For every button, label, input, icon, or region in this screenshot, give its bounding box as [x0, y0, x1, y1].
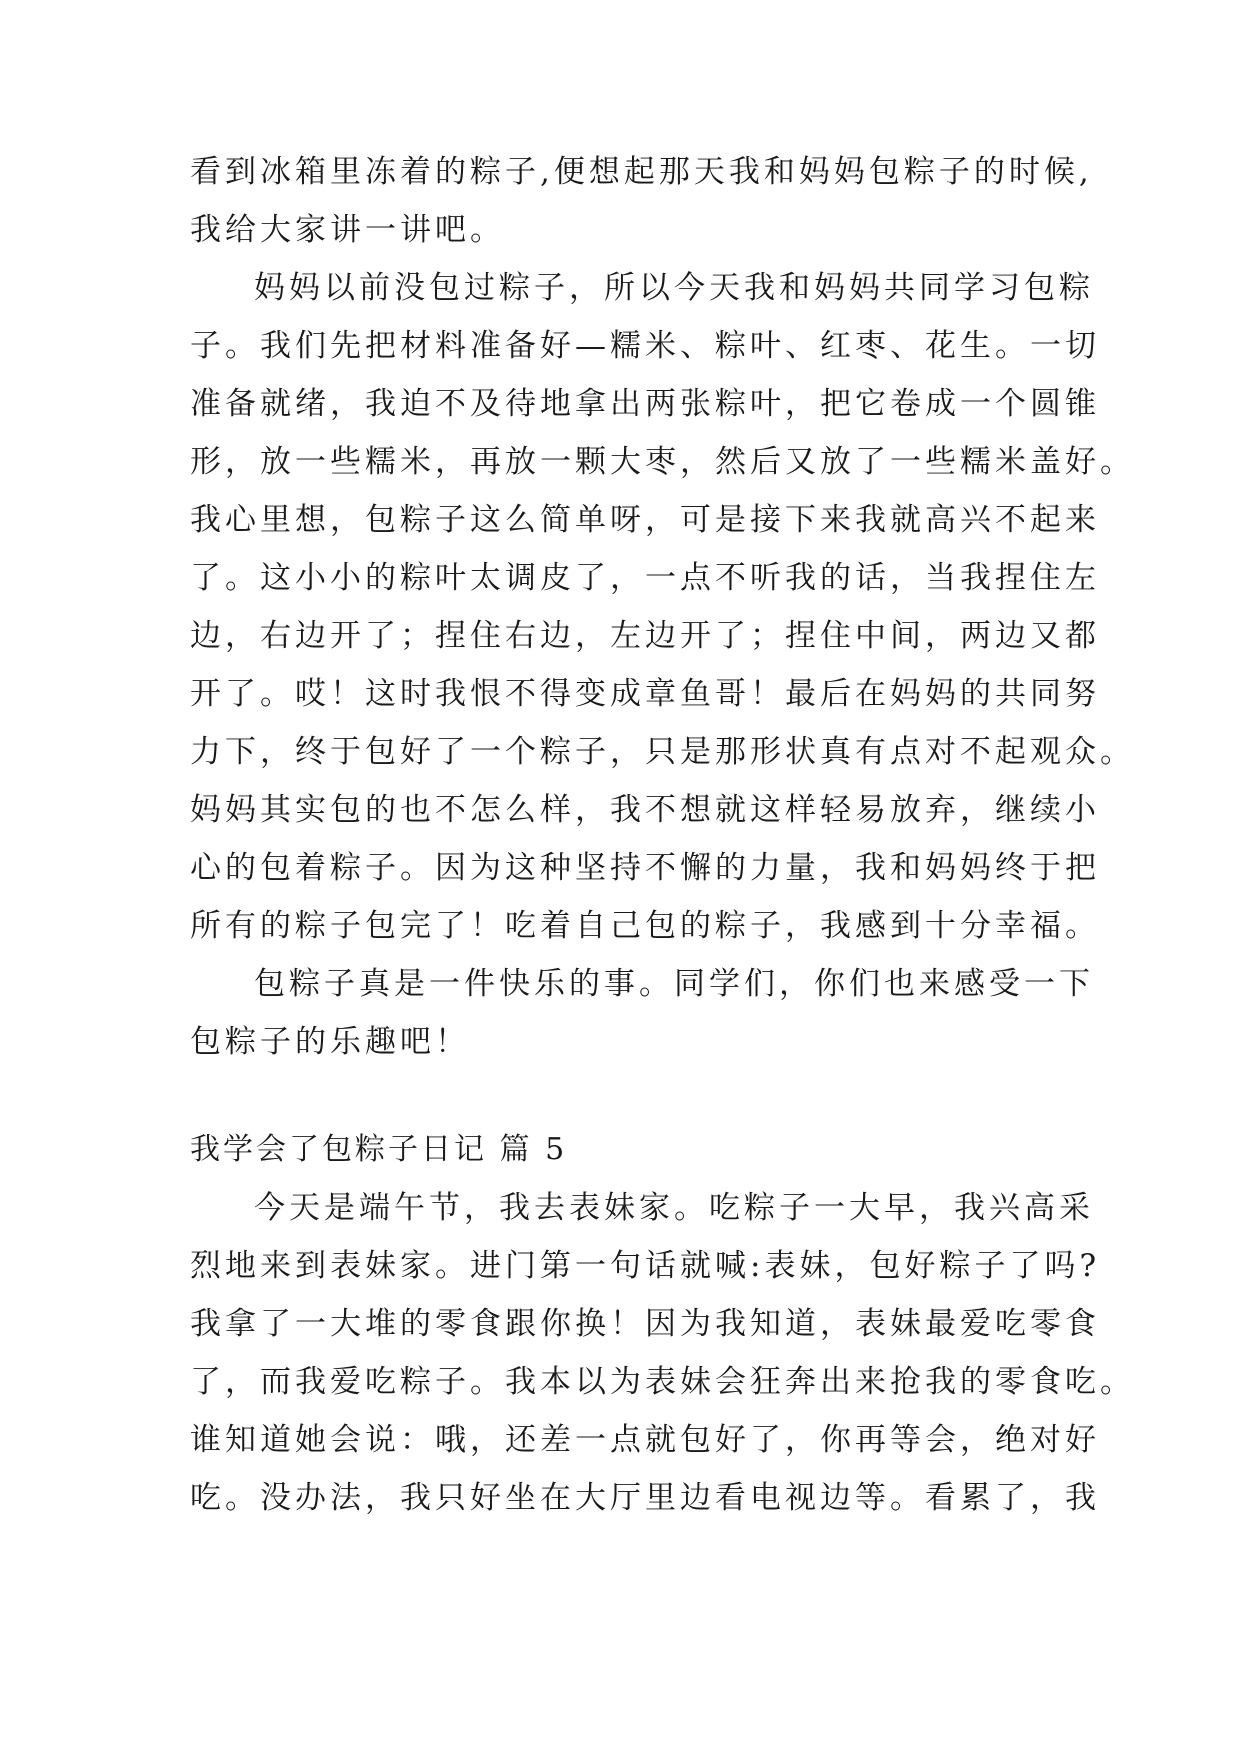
text-line: 我拿了一大堆的零食跟你换！因为我知道，表妹最爱吃零食: [190, 1306, 1100, 1342]
text-line: 我心里想，包粽子这么简单呀，可是接下来我就高兴不起来: [190, 502, 1100, 538]
text-line: 心的包着粽子。因为这种坚持不懈的力量，我和妈妈终于把: [190, 850, 1100, 886]
text-line: 烈地来到表妹家。进门第一句话就喊:表妹，包好粽子了吗?: [190, 1248, 1101, 1284]
text-line: 了，而我爱吃粽子。我本以为表妹会狂奔出来抢我的零食吃。: [190, 1364, 1135, 1400]
text-line: 了。这小小的粽叶太调皮了，一点不听我的话，当我捏住左: [190, 560, 1100, 596]
text-line: 所有的粽子包完了！吃着自己包的粽子，我感到十分幸福。: [190, 908, 1100, 944]
text-line: 我给大家讲一讲吧。: [190, 212, 505, 248]
text-line: 开了。哎！这时我恨不得变成章鱼哥！最后在妈妈的共同努: [190, 676, 1100, 712]
section-heading: 我学会了包粽子日记 篇 5: [190, 1132, 568, 1167]
paragraph-start-line: 包粽子真是一件快乐的事。同学们，你们也来感受一下: [254, 966, 1094, 1002]
text-line: 形，放一些糯米，再放一颗大枣，然后又放了一些糯米盖好。: [190, 444, 1135, 480]
text-line: 包粽子的乐趣吧！: [190, 1024, 470, 1060]
text-line: 吃。没办法，我只好坐在大厅里边看电视边等。看累了，我: [190, 1480, 1100, 1516]
text-line: 看到冰箱里冻着的粽子,便想起那天我和妈妈包粽子的时候,: [190, 154, 1093, 190]
text-line: 力下，终于包好了一个粽子，只是那形状真有点对不起观众。: [190, 734, 1135, 770]
text-line: 准备就绪，我迫不及待地拿出两张粽叶，把它卷成一个圆锥: [190, 386, 1100, 422]
text-line: 子。我们先把材料准备好—糯米、粽叶、红枣、花生。一切: [190, 328, 1100, 364]
paragraph-start-line: 妈妈以前没包过粽子，所以今天我和妈妈共同学习包粽: [254, 270, 1094, 306]
text-line: 妈妈其实包的也不怎么样，我不想就这样轻易放弃，继续小: [190, 792, 1100, 828]
paragraph-start-line: 今天是端午节，我去表妹家。吃粽子一大早，我兴高采: [254, 1190, 1094, 1226]
text-line: 谁知道她会说：哦，还差一点就包好了，你再等会，绝对好: [190, 1422, 1100, 1458]
text-line: 边，右边开了；捏住右边，左边开了；捏住中间，两边又都: [190, 618, 1100, 654]
